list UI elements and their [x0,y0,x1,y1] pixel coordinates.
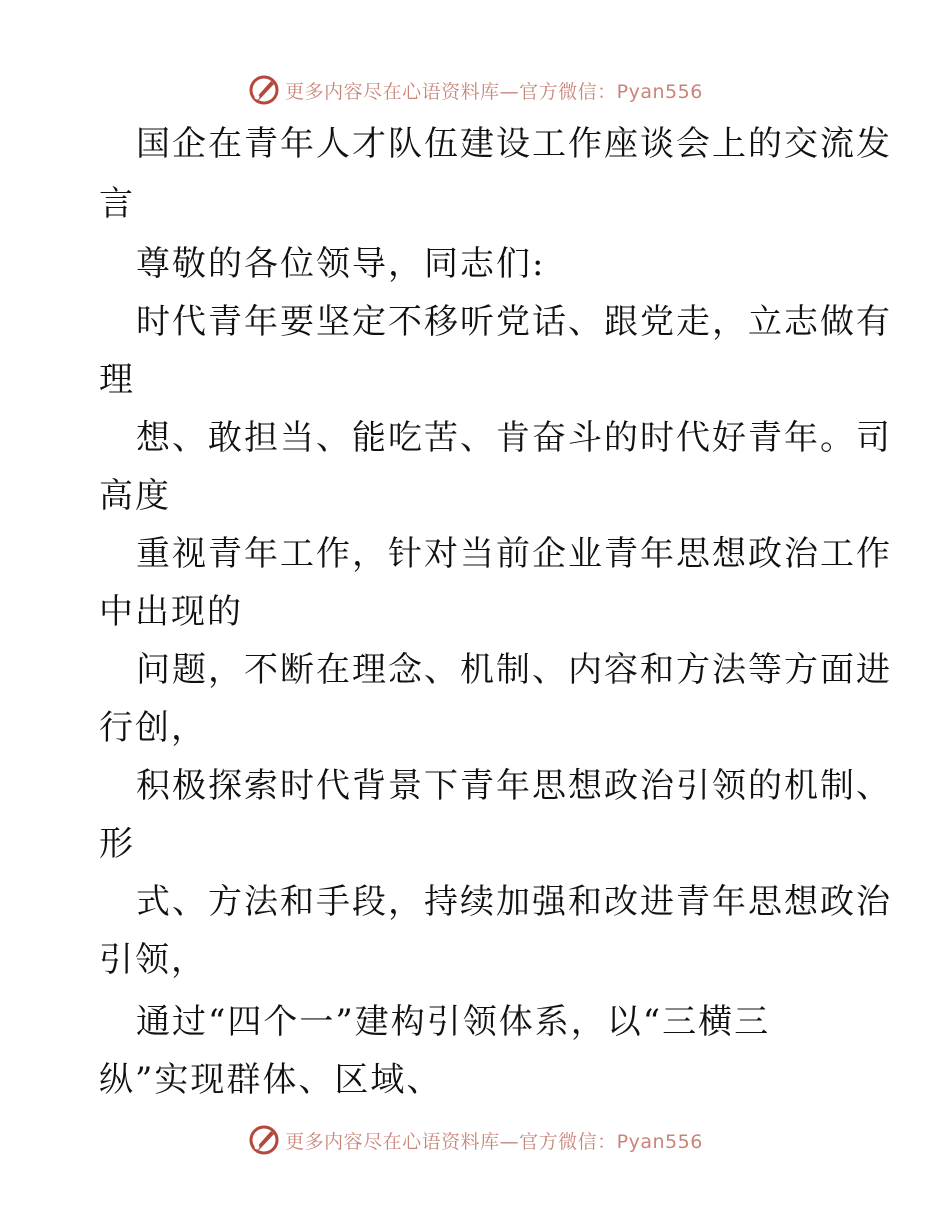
salutation: 尊敬的各位领导，同志们: [136,244,546,284]
paragraph-line: 重视青年工作，针对当前企业青年思想政治工作 [136,534,892,574]
paragraph-line: 通过“四个一”建构引领体系，以“三横三 [136,1002,771,1042]
paragraph-line: 问题，不断在理念、机制、内容和方法等方面进 [136,650,892,690]
paragraph-line: 形 [99,824,135,864]
paragraph-line: 理 [99,360,135,400]
paragraph-line: 纵”实现群体、区域、 [99,1060,443,1100]
paragraph-line: 式、方法和手段，持续加强和改进青年思想政治 [136,882,892,922]
paragraph-line: 想、敢担当、能吃苦、肯奋斗的时代好青年。司 [136,418,892,458]
paragraph-line: 高度 [99,476,171,516]
paragraph-line: 时代青年要坚定不移听党话、跟党走，立志做有 [136,302,892,342]
paragraph-line: 引领， [99,940,207,980]
watermark-banner-top [0,70,950,110]
paragraph-line: 积极探索时代背景下青年思想政治引领的机制、 [136,766,892,806]
title-line-1: 国企在青年人才队伍建设工作座谈会上的交流发 [136,124,892,164]
title-line-2: 言 [99,184,135,224]
pen-logo-icon [247,73,281,107]
pen-logo-icon [247,1123,281,1157]
watermark-text: 更多内容尽在心语资料库—官方微信：Pyan556 [285,1130,703,1153]
paragraph-line: 中出现的 [99,592,243,632]
watermark-text: 更多内容尽在心语资料库—官方微信：Pyan556 [285,80,703,103]
watermark-banner-bottom [0,1120,950,1160]
paragraph-line: 行创， [99,708,207,748]
